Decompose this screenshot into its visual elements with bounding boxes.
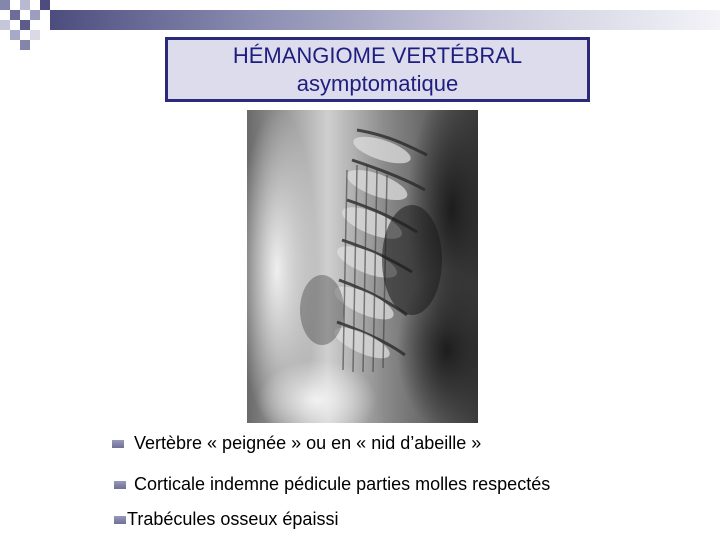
xray-image [247, 110, 478, 423]
list-item [112, 433, 481, 454]
slide-subtitle: asymptomatique [296, 70, 459, 96]
top-gradient-bar [50, 10, 720, 30]
bullet-icon [114, 481, 126, 489]
bullet-icon [112, 440, 124, 448]
bullet-text: Trabécules osseux épaissi [127, 509, 339, 529]
bullet-text: Corticale indemne pédicule parties molles respectés [134, 474, 551, 494]
title-box [165, 37, 590, 102]
list-item [114, 509, 338, 530]
list-item [114, 474, 550, 495]
bullet-icon [114, 516, 126, 524]
slide-title: HÉMANGIOME VERTÉBRAL [232, 42, 523, 68]
bullet-text: Vertèbre « peignée » ou en « nid d’abeille » [134, 433, 482, 453]
